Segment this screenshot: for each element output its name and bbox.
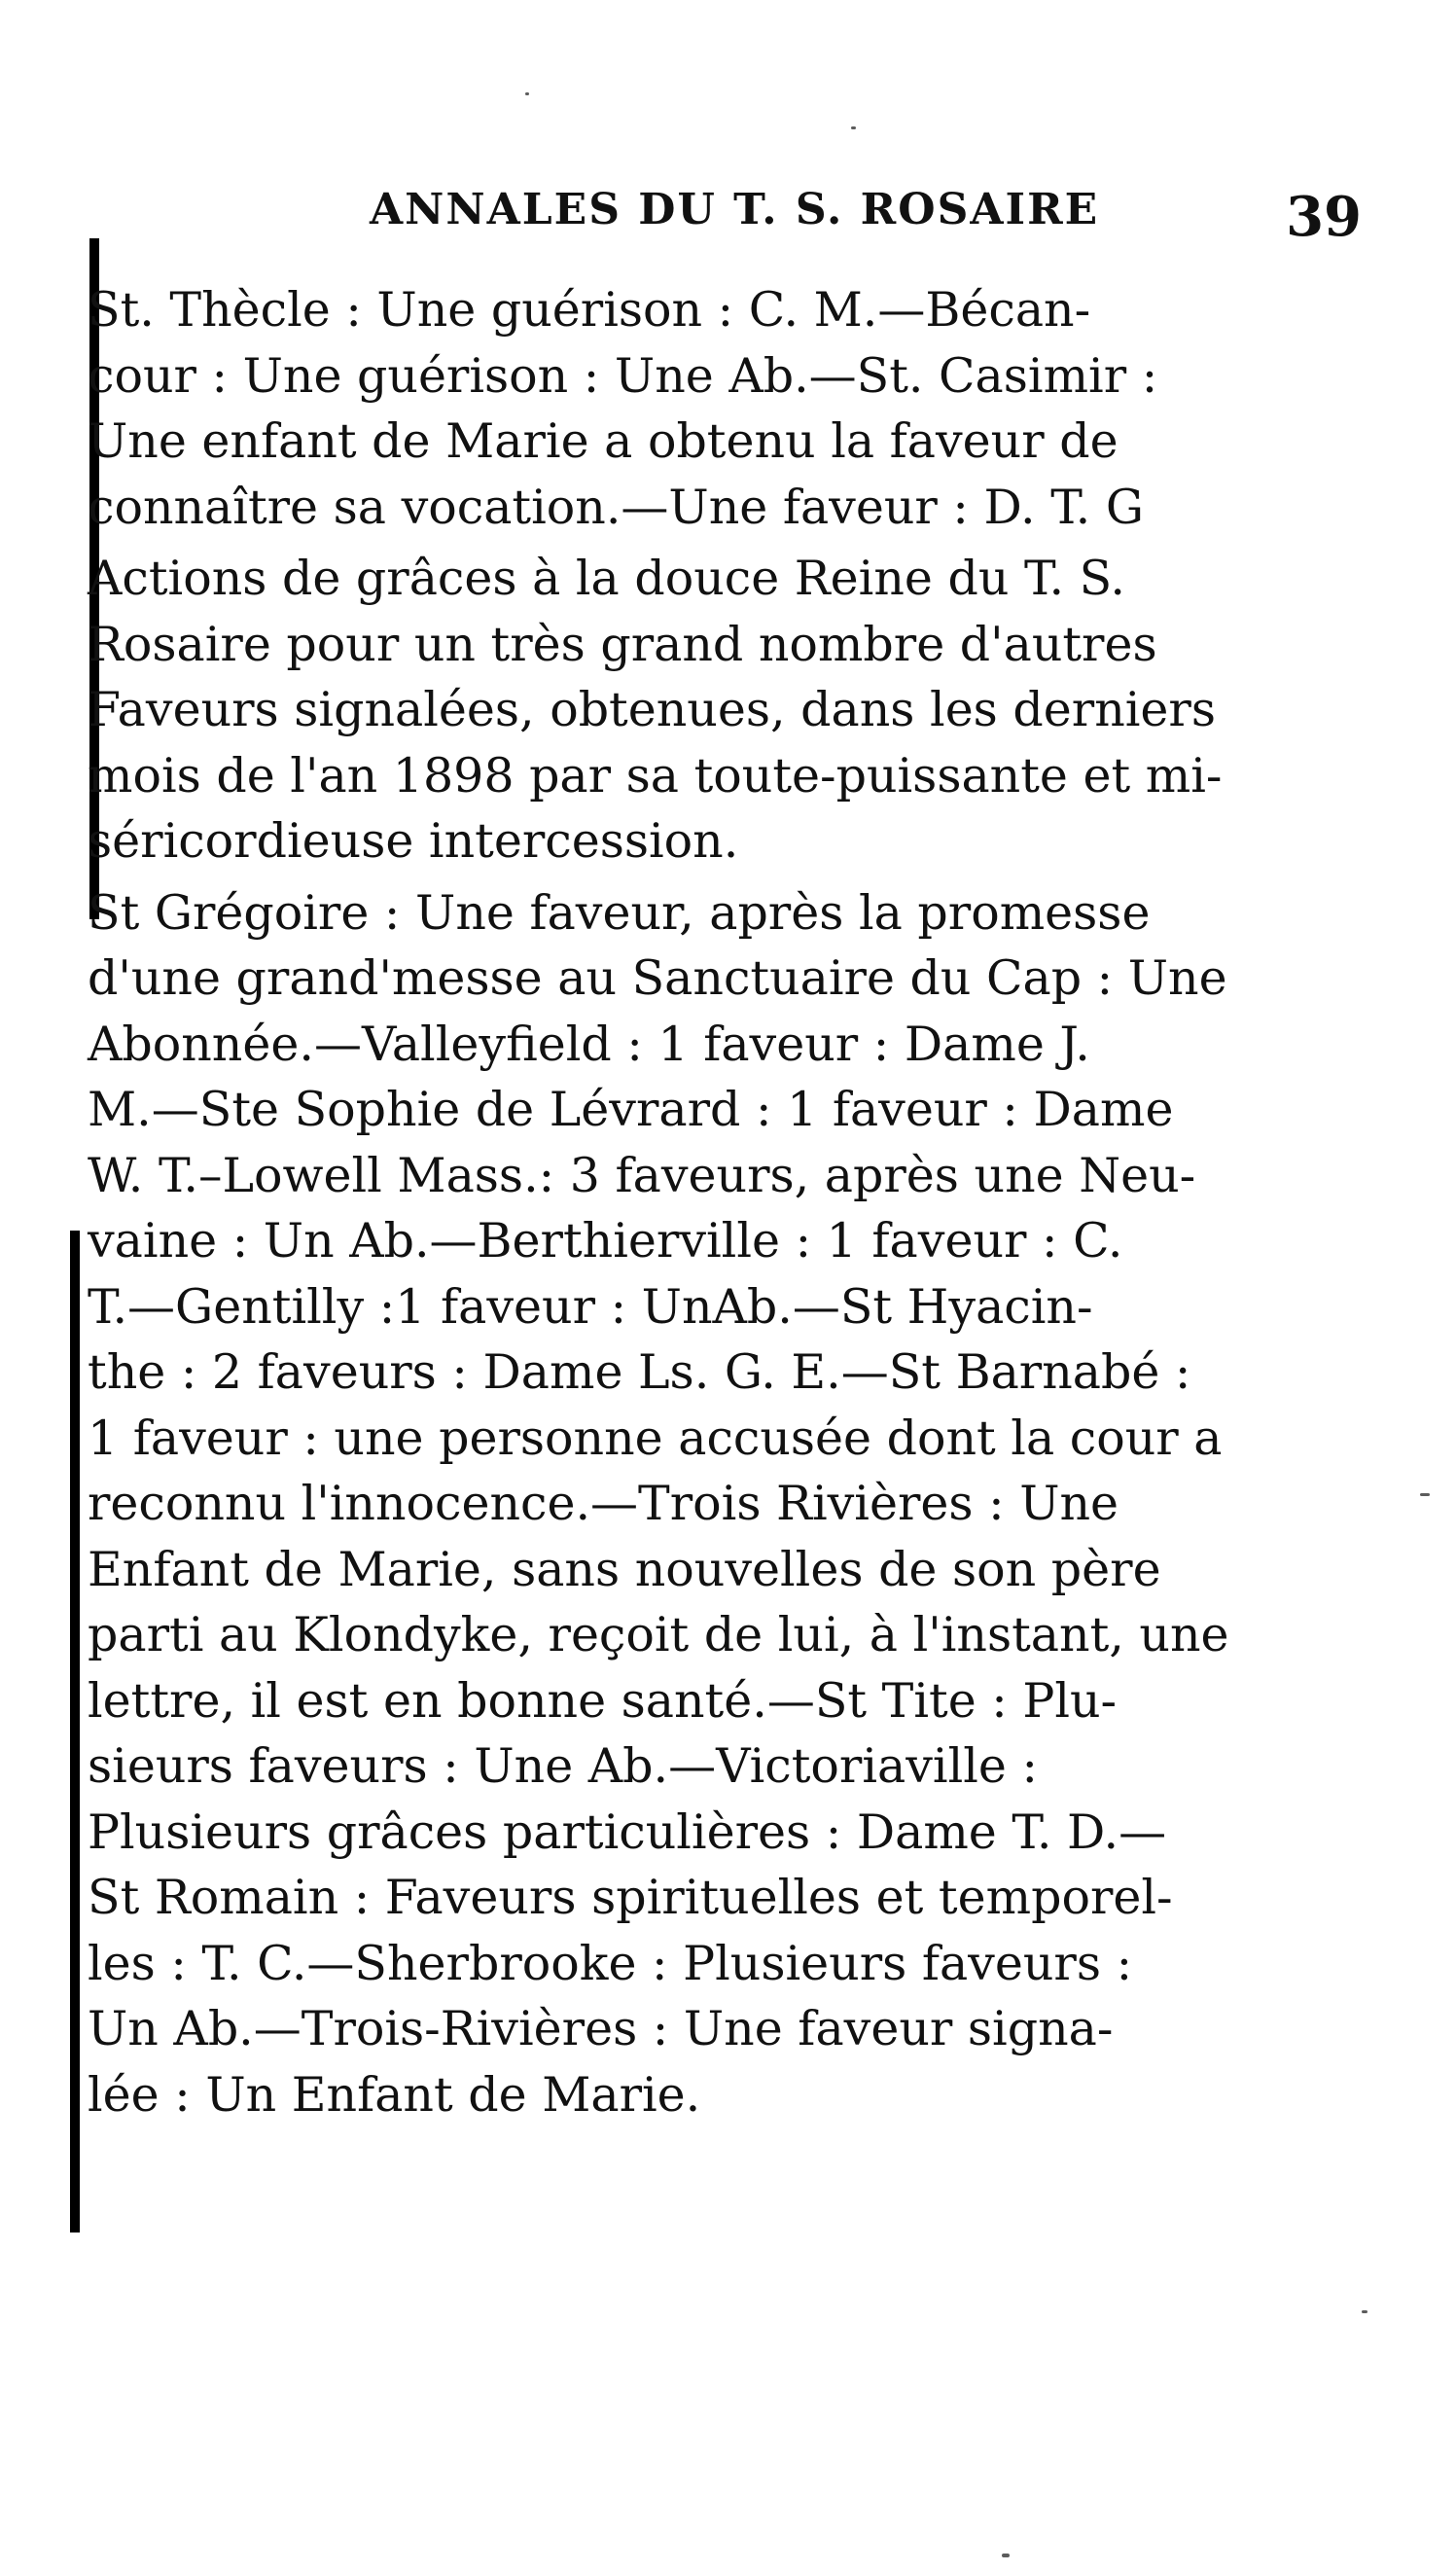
print-speck xyxy=(1362,2310,1367,2313)
paragraph-favors-list: St Grégoire : Une faveur, après la promesse d'une grand'messe au Sanctuaire du Cap : Une Abonnée.—Valleyfield : 1 faveur : Dame J. M.—Ste Sophie de Lévrard : 1 faveur : Dame W. T.–Lowell Mass.: 3 faveurs, après une Neu- vaine : Un Ab.—Berthierville : 1 faveur : C. T.—Gentilly :1 faveur : UnAb.—St Hyacin- the : 2 faveurs : Dame Ls. G. E.—St Barnabé : 1 faveur : une personne accusée dont la cour a reconnu l'innocence.—Trois Rivières : Une Enfant de Marie, sans nouvelles de son père parti au Klondyke, reçoit de lui, à l'instant, une lettre, il est en bonne santé.—St Tite : Plu- sieurs faveurs : Une Ab.—Victoriaville : Plusieurs grâces particulières : Dame T. D.— St Romain : Faveurs spirituelles et temporel- les : T. C.—Sherbrooke : Plusieurs faveurs : Un Ab.—Trois-Rivières : Une faveur signa- lée : Un Enfant de Marie. xyxy=(88,884,1229,2123)
paragraph-actions-de-graces: Actions de grâces à la douce Reine du T. S. Rosaire pour un très grand nombre d'autres Faveurs signalées, obtenues, dans les derniers mois de l'an 1898 par sa toute-puissante et mi- séricordieuse intercession. xyxy=(88,551,1223,869)
margin-rule-bottom xyxy=(70,1231,80,2233)
page-header xyxy=(0,185,1456,263)
print-speck xyxy=(1420,1493,1430,1496)
running-title: ANNALES DU T. S. ROSAIRE xyxy=(370,185,1100,234)
print-speck xyxy=(525,92,529,95)
print-speck xyxy=(851,126,856,129)
page-number: 39 xyxy=(1286,185,1362,249)
print-speck xyxy=(1002,2554,1010,2557)
body-text xyxy=(88,277,1342,2127)
paragraph-favors-thecle: St. Thècle : Une guérison : C. M.—Bécan- cour : Une guérison : Une Ab.—St. Casimir : Une enfant de Marie a obtenu la faveur de connaître sa vocation.—Une faveur : D. T. G xyxy=(88,282,1158,535)
